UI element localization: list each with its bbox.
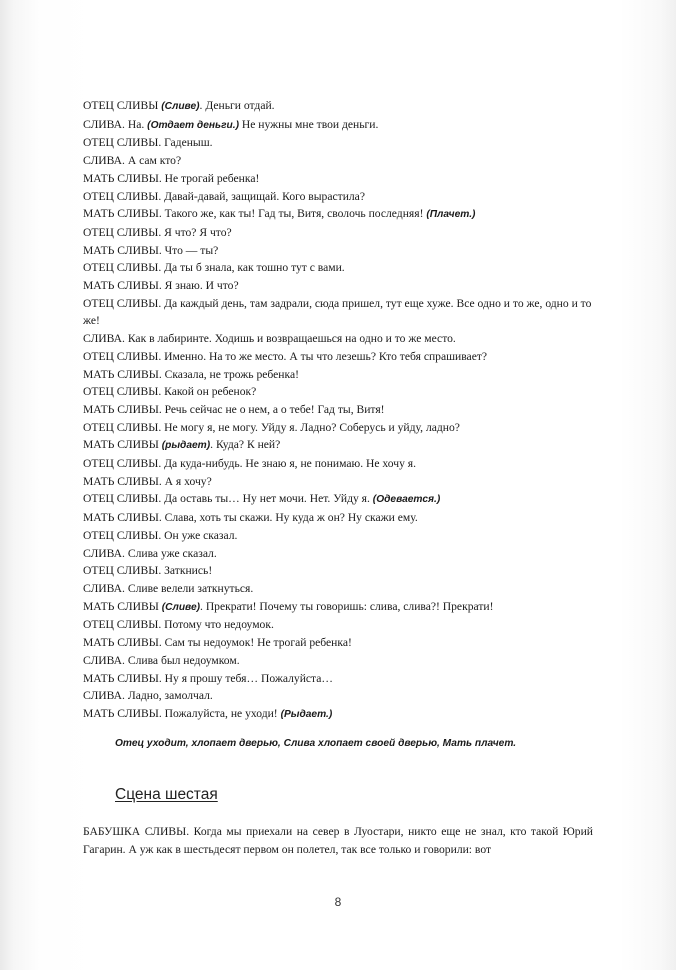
dialogue-line <box>83 134 593 152</box>
dialogue-line <box>83 97 593 116</box>
dialogue-line <box>83 652 593 670</box>
dialogue-line <box>83 705 593 724</box>
dialogue-line <box>83 366 593 384</box>
stage-remark: (Сливе) <box>161 601 201 613</box>
page-number: 8 <box>334 895 342 909</box>
line-text: ОТЕЦ СЛИВЫ. Он уже сказал. <box>83 528 238 542</box>
stage-remark: (Плачет.) <box>426 209 476 221</box>
dialogue-line <box>83 224 593 242</box>
dialogue-line <box>83 545 593 563</box>
line-text: МАТЬ СЛИВЫ. Пожалуйста, не уходи! <box>83 706 281 720</box>
dialogue-line <box>83 562 593 580</box>
stage-remark: (Отдает деньги.) <box>147 119 239 131</box>
dialogue-line <box>83 401 593 419</box>
scene-title: Сцена шестая <box>115 786 218 803</box>
line-text: МАТЬ СЛИВЫ. Сказала, не трожь ребенка! <box>83 367 299 381</box>
line-text: МАТЬ СЛИВЫ. Слава, хоть ты скажи. Ну куда ж он? Ну скажи ему. <box>83 511 418 525</box>
line-text: ОТЕЦ СЛИВЫ <box>83 99 162 112</box>
line-text: МАТЬ СЛИВЫ. А я хочу? <box>83 474 212 488</box>
dialogue-line <box>83 116 593 135</box>
line-text: МАТЬ СЛИВЫ <box>83 438 162 452</box>
dialogue-line <box>83 473 593 491</box>
dialogue-block <box>83 97 593 724</box>
dialogue-line <box>83 295 593 330</box>
dialogue-line <box>83 152 593 170</box>
line-text: СЛИВА. Слива был недоумком. <box>83 653 240 667</box>
line-text: . Прекрати! Почему ты говоришь: слива, слива?! Прекрати! <box>200 599 494 613</box>
dialogue-line <box>83 330 593 348</box>
line-text: ОТЕЦ СЛИВЫ. Какой он ребенок? <box>83 385 257 399</box>
line-text: СЛИВА. Как в лабиринте. Ходишь и возвращаешься на одно и то же место. <box>83 332 456 346</box>
line-text: ОТЕЦ СЛИВЫ. Да каждый день, там задрали, сюда пришел, тут еще хуже. Все одно и то же, одно и то же! <box>83 296 592 328</box>
line-text: МАТЬ СЛИВЫ. Такого же, как ты! Гад ты, Витя, сволочь последняя! <box>83 207 427 221</box>
stage-remark: (рыдает) <box>161 440 211 452</box>
line-text: СЛИВА. Слива уже сказал. <box>83 546 217 560</box>
line-text: . Деньги отдай. <box>199 99 275 112</box>
line-text: МАТЬ СЛИВЫ. Я знаю. И что? <box>83 279 239 293</box>
line-text: ОТЕЦ СЛИВЫ. Я что? Я что? <box>83 225 232 239</box>
dialogue-line <box>83 580 593 598</box>
dialogue-line <box>83 419 593 437</box>
stage-remark: (Рыдает.) <box>280 708 333 720</box>
dialogue-line <box>83 277 593 295</box>
dialogue-line <box>83 170 593 188</box>
dialogue-line <box>83 634 593 652</box>
dialogue-line <box>83 687 593 705</box>
line-text: Не нужны мне твои деньги. <box>238 117 379 131</box>
line-text: МАТЬ СЛИВЫ <box>83 599 162 613</box>
line-text: ОТЕЦ СЛИВЫ. Да куда-нибудь. Не знаю я, не понимаю. Не хочу я. <box>83 457 417 471</box>
line-text: ОТЕЦ СЛИВЫ. Именно. На то же место. А ты что лезешь? Кто тебя спрашивает? <box>83 349 488 363</box>
line-text: ОТЕЦ СЛИВЫ. Давай-давай, защищай. Кого вырастила? <box>83 189 365 203</box>
line-text: МАТЬ СЛИВЫ. Ну я прошу тебя… Пожалуйста… <box>83 671 334 685</box>
dialogue-line <box>83 242 593 260</box>
line-text: . Куда? К ней? <box>210 438 281 452</box>
stage-direction: Отец уходит, хлопает дверью, Слива хлопает своей дверью, Мать плачет. <box>115 738 517 749</box>
stage-remark: (Сливе) <box>161 101 200 112</box>
line-text: СЛИВА. Ладно, замолчал. <box>83 689 213 703</box>
line-text: МАТЬ СЛИВЫ. Не трогай ребенка! <box>83 171 260 185</box>
dialogue-line <box>83 205 593 224</box>
dialogue-line <box>83 616 593 634</box>
line-text: СЛИВА. На. <box>83 117 148 131</box>
dialogue-line <box>83 670 593 688</box>
dialogue-line <box>83 509 593 527</box>
line-text: МАТЬ СЛИВЫ. Речь сейчас не о нем, а о тебе! Гад ты, Витя! <box>83 402 385 416</box>
line-text: ОТЕЦ СЛИВЫ. Заткнись! <box>83 564 213 578</box>
line-text: ОТЕЦ СЛИВЫ. Потому что недоумок. <box>83 618 274 632</box>
stage-remark: (Одевается.) <box>372 494 441 506</box>
dialogue-line <box>83 348 593 366</box>
line-text: СЛИВА. А сам кто? <box>83 154 182 168</box>
line-text: ОТЕЦ СЛИВЫ. Гаденыш. <box>83 136 213 150</box>
dialogue-line <box>83 259 593 277</box>
dialogue-line <box>83 598 593 617</box>
dialogue-line <box>83 188 593 206</box>
scene-paragraph: БАБУШКА СЛИВЫ. Когда мы приехали на север в Луостари, никто еще не знал, кто такой Юрий Гагарин. А уж как в шестьдесят первом он полетел, так все только и говорили: вот <box>83 825 593 856</box>
line-text: МАТЬ СЛИВЫ. Что — ты? <box>83 243 219 257</box>
dialogue-line <box>83 436 593 455</box>
line-text: ОТЕЦ СЛИВЫ. Не могу я, не могу. Уйду я. Ладно? Соберусь и уйду, ладно? <box>83 420 460 434</box>
line-text: СЛИВА. Сливе велели заткнуться. <box>83 581 254 595</box>
dialogue-line <box>83 455 593 473</box>
line-text: МАТЬ СЛИВЫ. Сам ты недоумок! Не трогай ребенка! <box>83 636 352 650</box>
dialogue-line <box>83 527 593 545</box>
line-text: ОТЕЦ СЛИВЫ. Да оставь ты… Ну нет мочи. Нет. Уйду я. <box>83 492 373 506</box>
dialogue-line <box>83 490 593 509</box>
dialogue-line <box>83 383 593 401</box>
line-text: ОТЕЦ СЛИВЫ. Да ты б знала, как тошно тут с вами. <box>83 261 345 275</box>
